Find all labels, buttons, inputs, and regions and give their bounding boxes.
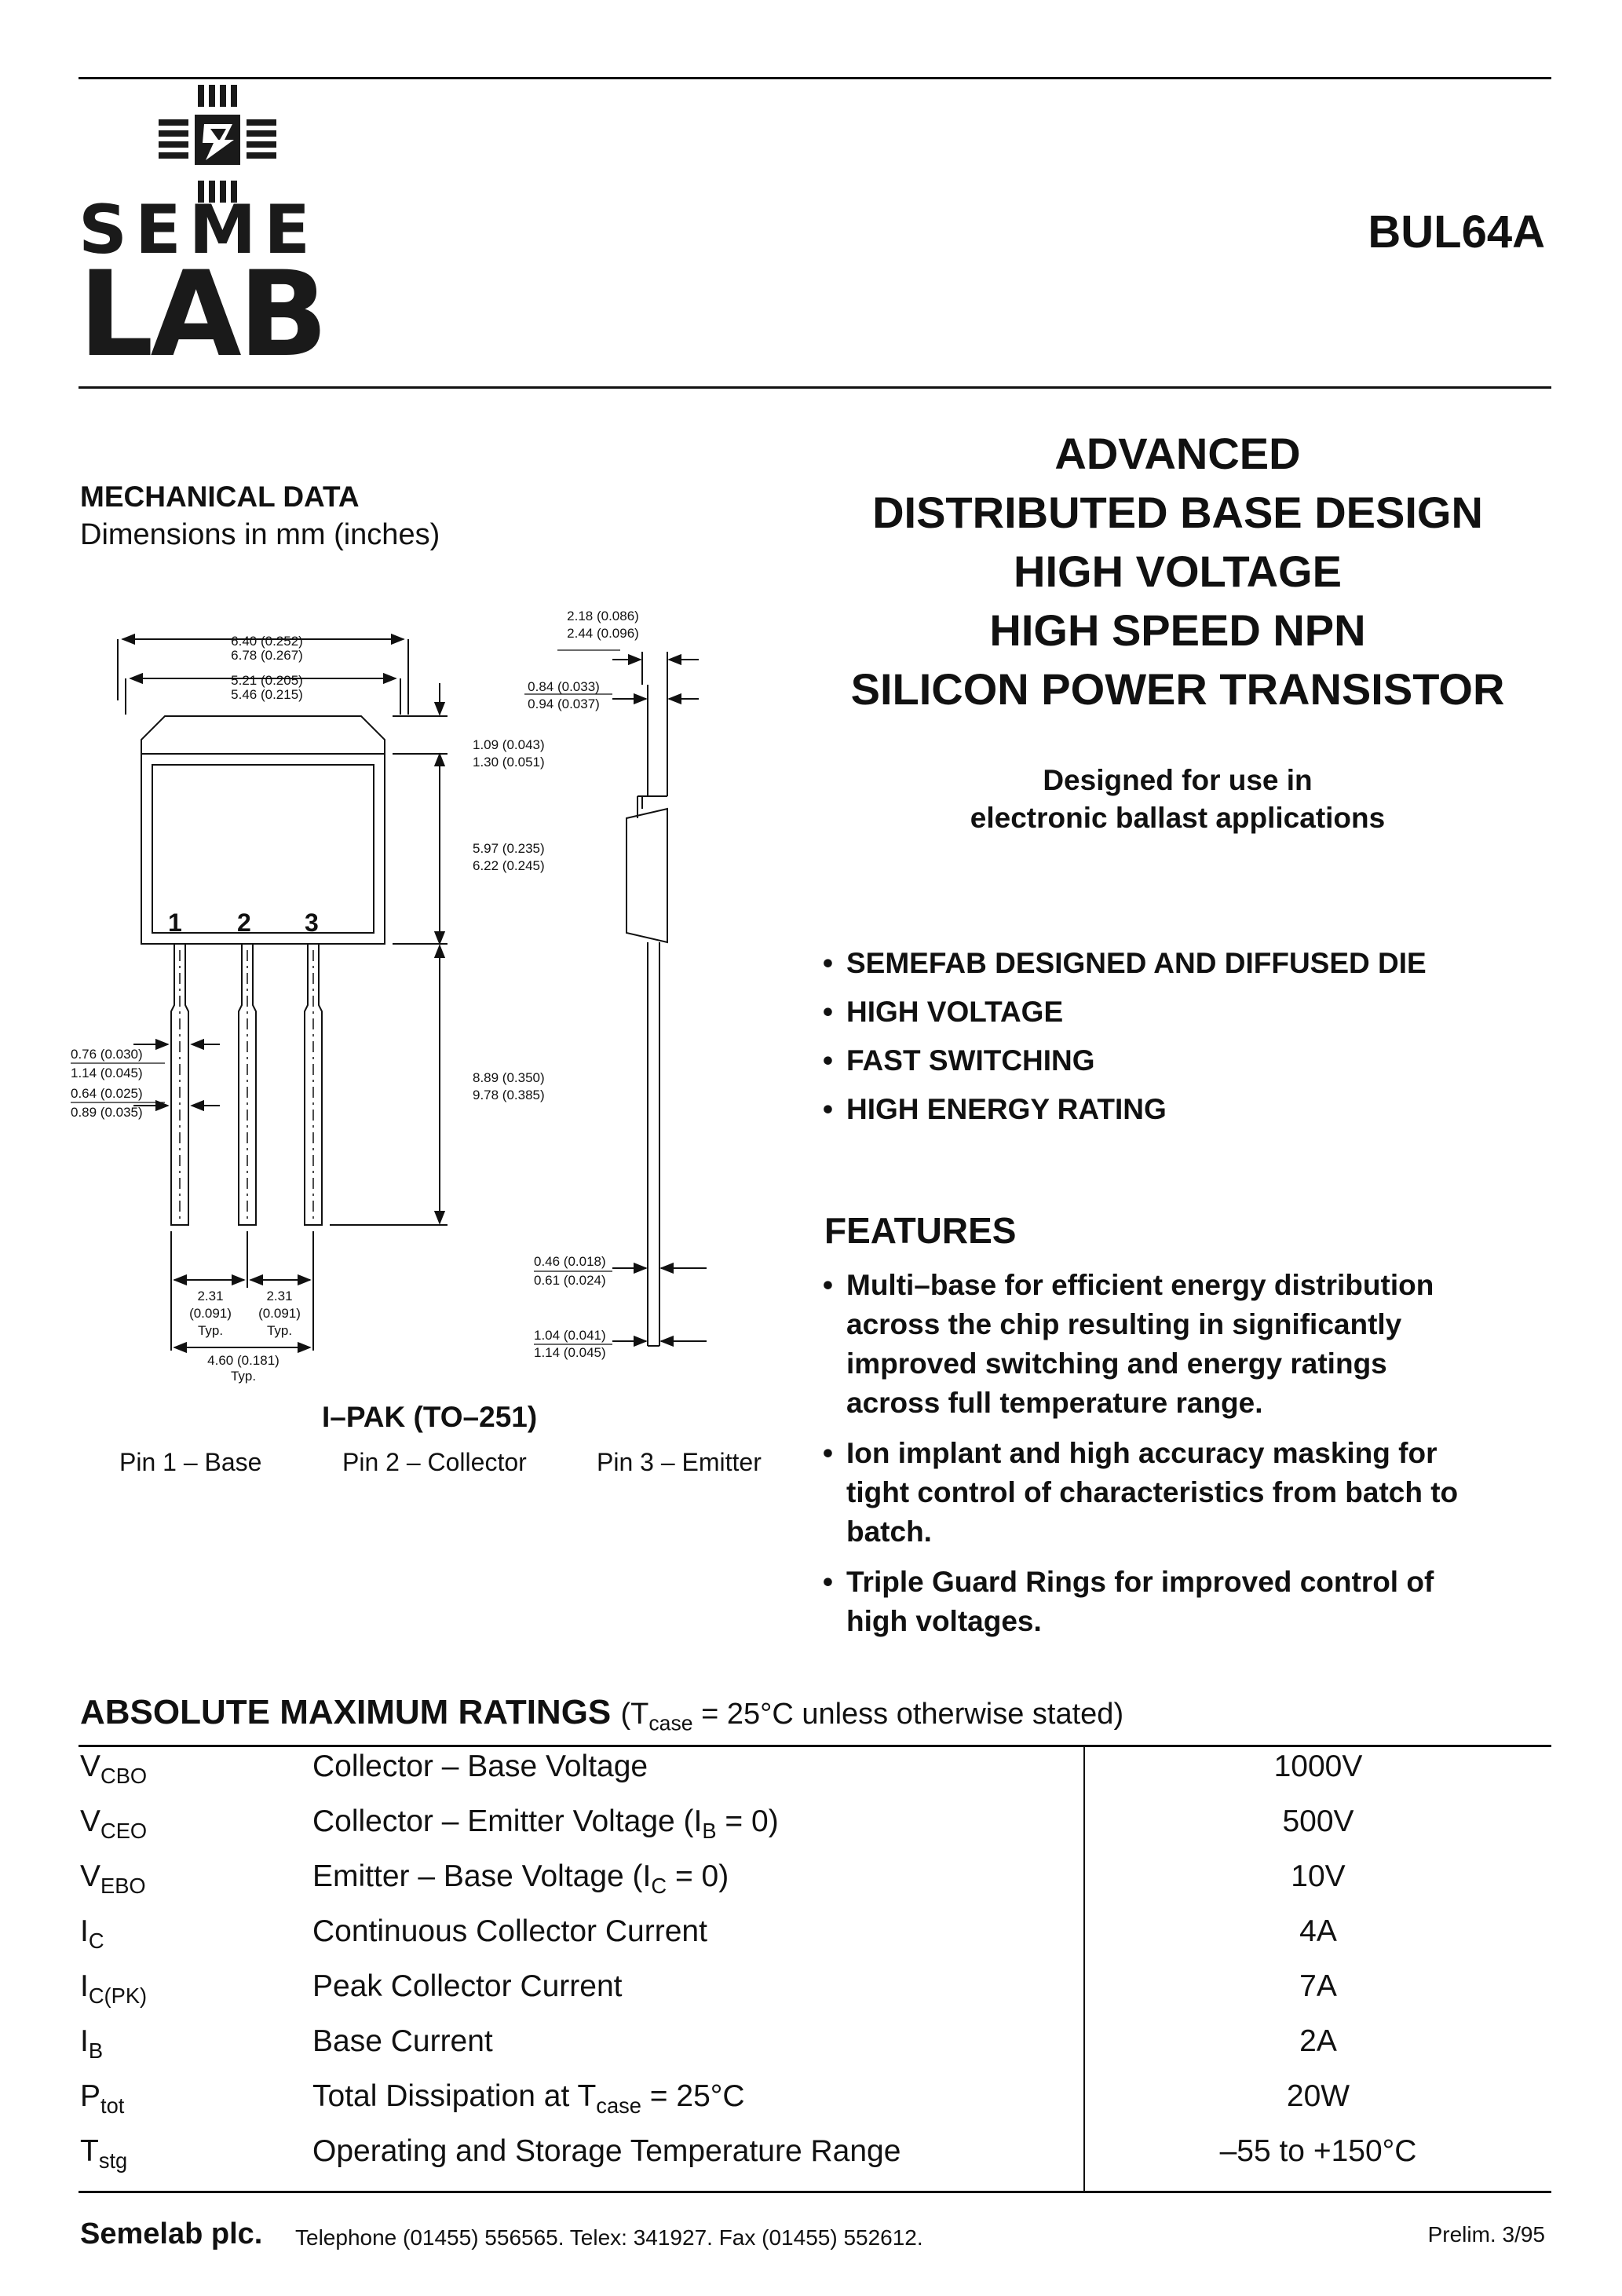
table-row [80, 1908, 1551, 1963]
headline-line: HIGH VOLTAGE [1014, 547, 1342, 596]
headline-line: HIGH SPEED NPN [989, 605, 1366, 655]
rating-symbol: $T_{stg}$ [80, 2134, 128, 2173]
dim-span-b: Typ. [230, 1369, 257, 1384]
rating-description: Collector – Base Voltage [312, 1749, 648, 1783]
application-line: electronic ballast applications [970, 802, 1386, 834]
pin-label-collector: Pin 2 – Collector [342, 1448, 527, 1476]
dim-width-a: 6.40 (0.252) [231, 634, 303, 649]
dim-body-height-b: 6.22 (0.245) [473, 858, 545, 873]
dim-lead-length-b: 9.78 (0.385) [473, 1088, 545, 1102]
rating-value: 20W [1286, 2079, 1350, 2113]
rating-symbol: $I_C$ [80, 1914, 104, 1953]
feature-line: improved switching and energy ratings [846, 1347, 1387, 1380]
rating-value: –55 to +150°C [1219, 2134, 1417, 2168]
feature-line: tight control of characteristics from batch to [846, 1476, 1459, 1508]
pin-number-3: 3 [305, 909, 319, 937]
top-rule [79, 77, 1551, 79]
pin-number-1: 1 [168, 909, 182, 937]
rating-value: 2A [1299, 2024, 1337, 2058]
rating-description: Peak Collector Current [312, 1969, 623, 2003]
footer-company: Semelab plc. [80, 2217, 263, 2250]
dim-tab-height-a: 1.09 (0.043) [473, 737, 545, 752]
dim-tab-width-b: 5.46 (0.215) [231, 687, 303, 702]
list-item: • FAST SWITCHING [823, 1036, 1427, 1085]
footer-prelim: Prelim. 3/95 [1427, 2222, 1545, 2247]
rating-symbol: $V_{CBO}$ [80, 1749, 148, 1788]
rating-symbol: $I_B$ [80, 2024, 104, 2063]
dim-pitch2-a: 2.31 [266, 1289, 293, 1303]
rating-description: Collector – Emitter Voltage $(I_B = 0)$ [312, 1804, 779, 1843]
rating-description: Base Current [312, 2024, 493, 2058]
table-row [80, 1798, 1551, 1853]
rating-description: Operating and Storage Temperature Range [312, 2134, 901, 2168]
rating-symbol: $I_{C(PK)}$ [80, 1969, 148, 2008]
headline-line: DISTRIBUTED BASE DESIGN [872, 488, 1483, 537]
feature-line: across the chip resulting in significantly [846, 1308, 1402, 1340]
pin-label-emitter: Pin 3 – Emitter [597, 1448, 762, 1476]
header-rule [79, 386, 1551, 389]
feature-line: batch. [846, 1515, 932, 1548]
list-item: • SEMEFAB DESIGNED AND DIFFUSED DIE [823, 939, 1427, 988]
dim-tab-width-a: 5.21 (0.205) [231, 673, 303, 688]
mechanical-data-title: MECHANICAL DATA [80, 481, 360, 513]
rating-value: 7A [1299, 1969, 1337, 2003]
dim-pitch2-c: Typ. [266, 1323, 293, 1338]
highlight-list [823, 939, 1427, 1134]
table-row [80, 1743, 1551, 1798]
package-outline-diagram [71, 597, 730, 1398]
dim-lead-width1-a: 0.76 (0.030) [71, 1047, 143, 1062]
side-body-outline [627, 809, 667, 942]
feature-line: • Ion implant and high accuracy masking for [846, 1437, 1438, 1469]
list-item: • HIGH VOLTAGE [823, 988, 1427, 1036]
pin-label-base: Pin 1 – Base [119, 1448, 262, 1476]
rating-value: 10V [1291, 1859, 1346, 1893]
ratings-title: ABSOLUTE MAXIMUM RATINGS [80, 1693, 612, 1731]
dim-side-t-a: 2.18 (0.086) [567, 609, 639, 623]
features-heading: FEATURES [824, 1210, 1017, 1251]
mechanical-data-subtitle: Dimensions in mm (inches) [80, 518, 440, 551]
dim-body-height-a: 5.97 (0.235) [473, 841, 545, 856]
feature-line: • Multi–base for efficient energy distribution [846, 1269, 1434, 1301]
headline-line: SILICON POWER TRANSISTOR [850, 664, 1505, 714]
list-item [823, 1266, 1458, 1423]
dim-pitch1-b: (0.091) [189, 1306, 232, 1321]
dim-pitch2-b: (0.091) [258, 1306, 301, 1321]
list-item [823, 1563, 1458, 1641]
dim-width-b: 6.78 (0.267) [231, 648, 303, 663]
ratings-bottom-rule [79, 2191, 1551, 2193]
dim-lead-length-a: 8.89 (0.350) [473, 1070, 545, 1085]
rating-description: Continuous Collector Current [312, 1914, 707, 1948]
dim-pitch1-a: 2.31 [197, 1289, 224, 1303]
dim-lead-width1-b: 1.14 (0.045) [71, 1066, 143, 1080]
rating-symbol: $P_{tot}$ [80, 2079, 125, 2118]
dim-lead-width2-a: 0.64 (0.025) [71, 1086, 143, 1101]
rating-description: Total Dissipation at $T_{case} = 25^\circ C$ [312, 2079, 745, 2118]
semelab-logo [79, 85, 361, 383]
dim-tab-height-b: 1.30 (0.051) [473, 755, 545, 770]
feature-line: • Triple Guard Rings for improved control of [846, 1566, 1434, 1598]
table-row [80, 2128, 1551, 2183]
feature-line: across full temperature range. [846, 1387, 1263, 1419]
application-line: Designed for use in [1043, 764, 1313, 796]
dim-side-t-b: 2.44 (0.096) [567, 626, 639, 641]
dim-pitch1-c: Typ. [197, 1323, 224, 1338]
list-item [823, 1434, 1458, 1552]
feature-line: high voltages. [846, 1605, 1042, 1637]
table-row [80, 1853, 1551, 1908]
dim-lead-thickness-a: 0.46 (0.018) [534, 1254, 606, 1269]
dim-lead-thickness-b: 0.61 (0.024) [534, 1273, 606, 1288]
dim-side-tab-b: 0.94 (0.037) [528, 696, 600, 711]
rating-value: 500V [1282, 1804, 1354, 1838]
rating-symbol: $V_{EBO}$ [80, 1859, 146, 1898]
rating-value: 4A [1299, 1914, 1337, 1948]
tab-outline [141, 716, 385, 754]
ratings-heading [80, 1693, 1123, 1736]
logo-text-lab: LAB [79, 247, 326, 383]
product-headline [785, 424, 1570, 718]
rating-symbol: $V_{CEO}$ [80, 1804, 148, 1843]
logo-text-seme: SEME [79, 191, 319, 269]
list-item: • HIGH ENERGY RATING [823, 1085, 1427, 1134]
dim-side-tab-a: 0.84 (0.033) [528, 679, 600, 694]
table-row [80, 2073, 1551, 2128]
dim-span-a: 4.60 (0.181) [207, 1353, 279, 1368]
package-label: I–PAK (TO–251) [322, 1401, 538, 1433]
part-number: BUL64A [1368, 207, 1545, 258]
table-row [80, 2018, 1551, 2073]
features-list [823, 1266, 1458, 1652]
ratings-condition: ($T_{case} = 25^\circ C$ unless otherwise stated) [620, 1698, 1124, 1735]
application-note [824, 762, 1531, 837]
pin-number-2: 2 [237, 909, 251, 937]
logo-mark-icon [79, 85, 361, 203]
headline-line: ADVANCED [1054, 429, 1301, 478]
dim-lead-end-b: 1.14 (0.045) [534, 1345, 606, 1360]
table-row [80, 1963, 1551, 2018]
rating-value: 1000V [1273, 1749, 1363, 1783]
dim-lead-width2-b: 0.89 (0.035) [71, 1105, 143, 1120]
dim-lead-end-a: 1.04 (0.041) [534, 1328, 606, 1343]
rating-description: Emitter – Base Voltage $(I_C = 0)$ [312, 1859, 729, 1898]
footer-contact: Telephone (01455) 556565. Telex: 341927. Fax (01455) 552612. [295, 2225, 923, 2250]
